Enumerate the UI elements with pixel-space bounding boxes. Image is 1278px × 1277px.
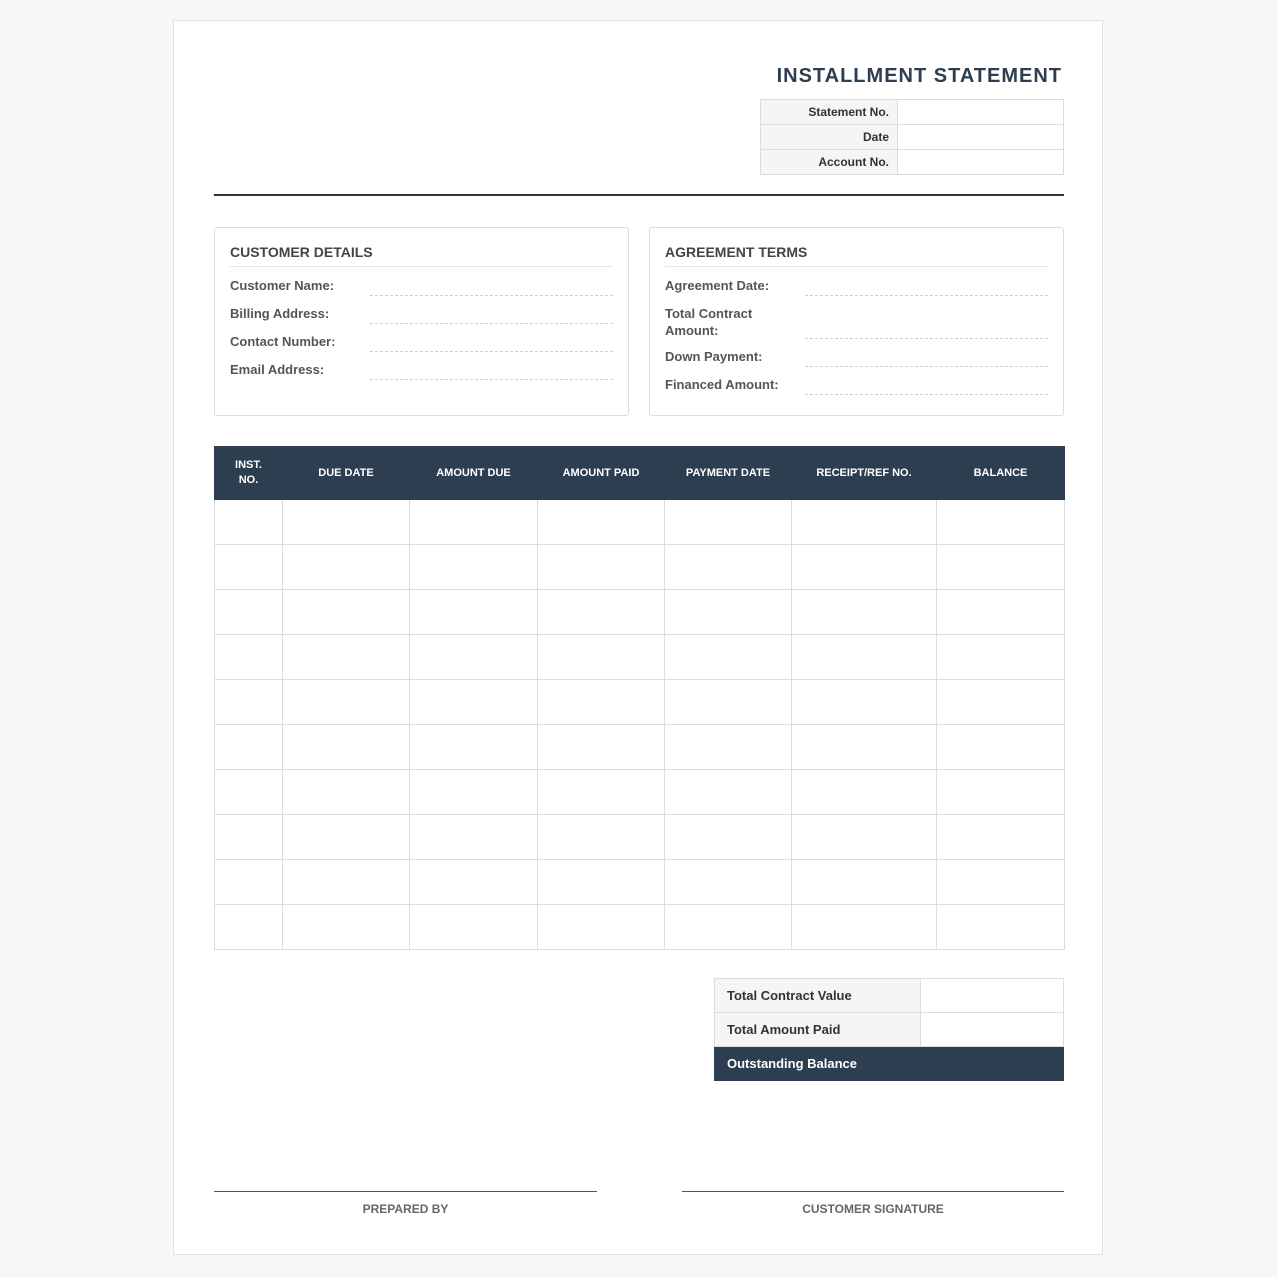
table-cell[interactable] [410,500,538,545]
meta-label: Account No. [761,150,898,175]
statement-page [173,20,1103,1255]
table-cell[interactable] [937,635,1065,680]
table-cell[interactable] [215,905,283,950]
agreement-terms-panel [649,227,1064,416]
table-cell[interactable] [538,590,665,635]
billing-address-field[interactable] [370,306,613,324]
document-title: INSTALLMENT STATEMENT [776,65,1062,87]
table-cell[interactable] [410,635,538,680]
table-cell[interactable] [215,770,283,815]
field-row-contact-number [230,333,613,352]
table-row [215,545,1065,590]
table-cell[interactable] [538,815,665,860]
table-cell[interactable] [283,545,410,590]
table-cell[interactable] [538,860,665,905]
table-cell[interactable] [283,680,410,725]
totals-row-amount-paid [715,1013,1064,1047]
email-address-field[interactable] [370,362,613,380]
table-cell[interactable] [665,815,792,860]
account-no-field[interactable] [898,150,1064,175]
table-cell[interactable] [283,815,410,860]
table-cell[interactable] [792,500,937,545]
table-row [215,635,1065,680]
totals-summary-table [714,978,1064,1081]
field-label: Financed Amount: [665,377,779,392]
table-cell[interactable] [665,860,792,905]
table-cell[interactable] [665,500,792,545]
table-cell[interactable] [538,545,665,590]
table-cell[interactable] [792,590,937,635]
column-header-due-date: DUE DATE [283,447,410,500]
financed-amount-field[interactable] [805,377,1048,395]
table-row [215,815,1065,860]
table-cell[interactable] [410,815,538,860]
table-cell[interactable] [937,680,1065,725]
table-cell[interactable] [792,680,937,725]
table-cell[interactable] [937,500,1065,545]
column-header-amount-due: AMOUNT DUE [410,447,538,500]
table-cell[interactable] [538,635,665,680]
meta-label: Date [761,125,898,150]
meta-row-account-no [761,150,1064,175]
outstanding-balance-field[interactable] [921,1047,1064,1081]
field-row-total-contract-amount [665,305,1048,339]
table-cell[interactable] [283,905,410,950]
table-cell[interactable] [937,905,1065,950]
table-cell[interactable] [410,590,538,635]
table-cell[interactable] [215,545,283,590]
table-cell[interactable] [215,725,283,770]
field-label: Contact Number: [230,334,336,349]
table-cell[interactable] [410,860,538,905]
table-cell[interactable] [665,725,792,770]
table-cell[interactable] [410,725,538,770]
table-cell[interactable] [937,545,1065,590]
table-cell[interactable] [792,545,937,590]
table-cell[interactable] [215,680,283,725]
customer-signature: CUSTOMER SIGNATURE [682,1191,1064,1216]
table-cell[interactable] [538,500,665,545]
table-cell[interactable] [665,545,792,590]
table-cell[interactable] [937,590,1065,635]
table-cell[interactable] [283,590,410,635]
agreement-date-field[interactable] [805,278,1048,296]
table-cell[interactable] [538,770,665,815]
table-header-row [215,447,1065,500]
table-cell[interactable] [215,590,283,635]
field-row-billing-address [230,305,613,324]
totals-label: Total Contract Value [715,979,921,1013]
installment-schedule-table [214,446,1065,950]
table-cell[interactable] [538,725,665,770]
totals-label: Outstanding Balance [715,1047,921,1081]
field-row-agreement-date [665,277,1048,296]
total-amount-paid-field[interactable] [921,1013,1064,1047]
field-row-email-address [230,361,613,380]
meta-row-statement-no [761,100,1064,125]
table-cell[interactable] [410,770,538,815]
field-label: Down Payment: [665,349,763,364]
totals-row-contract-value [715,979,1064,1013]
table-cell[interactable] [283,770,410,815]
table-cell[interactable] [538,905,665,950]
column-header-inst-no: INST. NO. [215,447,283,500]
total-contract-value-field[interactable] [921,979,1064,1013]
field-row-down-payment [665,348,1048,367]
table-row [215,905,1065,950]
table-row [215,770,1065,815]
panel-title: CUSTOMER DETAILS [230,244,613,267]
table-cell[interactable] [665,770,792,815]
table-cell[interactable] [792,770,937,815]
column-header-amount-paid: AMOUNT PAID [538,447,665,500]
panel-title: AGREEMENT TERMS [665,244,1048,267]
field-label: Email Address: [230,362,325,377]
statement-no-field[interactable] [898,100,1064,125]
field-label: Agreement Date: [665,278,770,293]
field-label: Total Contract Amount: [665,306,753,338]
table-cell[interactable] [283,500,410,545]
table-cell[interactable] [937,725,1065,770]
table-row [215,680,1065,725]
table-cell[interactable] [937,860,1065,905]
field-row-financed-amount [665,376,1048,395]
table-cell[interactable] [792,905,937,950]
table-cell[interactable] [215,860,283,905]
column-header-payment-date: PAYMENT DATE [665,447,792,500]
table-row [215,860,1065,905]
meta-row-date [761,125,1064,150]
statement-meta-table [760,99,1064,175]
prepared-by-signature: PREPARED BY [214,1191,597,1216]
customer-details-panel [214,227,629,416]
field-label: Billing Address: [230,306,330,321]
table-cell[interactable] [215,815,283,860]
table-cell[interactable] [792,725,937,770]
table-cell[interactable] [215,635,283,680]
table-cell[interactable] [665,905,792,950]
table-cell[interactable] [410,545,538,590]
total-contract-amount-field[interactable] [805,321,1048,339]
table-row [215,500,1065,545]
table-cell[interactable] [792,860,937,905]
table-cell[interactable] [937,815,1065,860]
table-cell[interactable] [283,725,410,770]
down-payment-field[interactable] [805,349,1048,367]
table-cell[interactable] [665,590,792,635]
totals-label: Total Amount Paid [715,1013,921,1047]
table-cell[interactable] [283,860,410,905]
table-cell[interactable] [410,680,538,725]
table-cell[interactable] [792,815,937,860]
table-cell[interactable] [215,500,283,545]
table-cell[interactable] [538,680,665,725]
table-cell[interactable] [410,905,538,950]
header-divider [214,194,1064,196]
table-row [215,590,1065,635]
column-header-balance: BALANCE [937,447,1065,500]
meta-label: Statement No. [761,100,898,125]
column-header-receipt-ref-no: RECEIPT/REF NO. [792,447,937,500]
table-row [215,725,1065,770]
table-cell[interactable] [665,680,792,725]
field-row-customer-name [230,277,613,296]
contact-number-field[interactable] [370,334,613,352]
table-cell[interactable] [792,635,937,680]
totals-row-outstanding-balance [715,1047,1064,1081]
table-cell[interactable] [665,635,792,680]
customer-name-field[interactable] [370,278,613,296]
date-field[interactable] [898,125,1064,150]
field-label: Customer Name: [230,278,335,293]
table-cell[interactable] [283,635,410,680]
table-cell[interactable] [937,770,1065,815]
schedule-body [215,500,1065,950]
